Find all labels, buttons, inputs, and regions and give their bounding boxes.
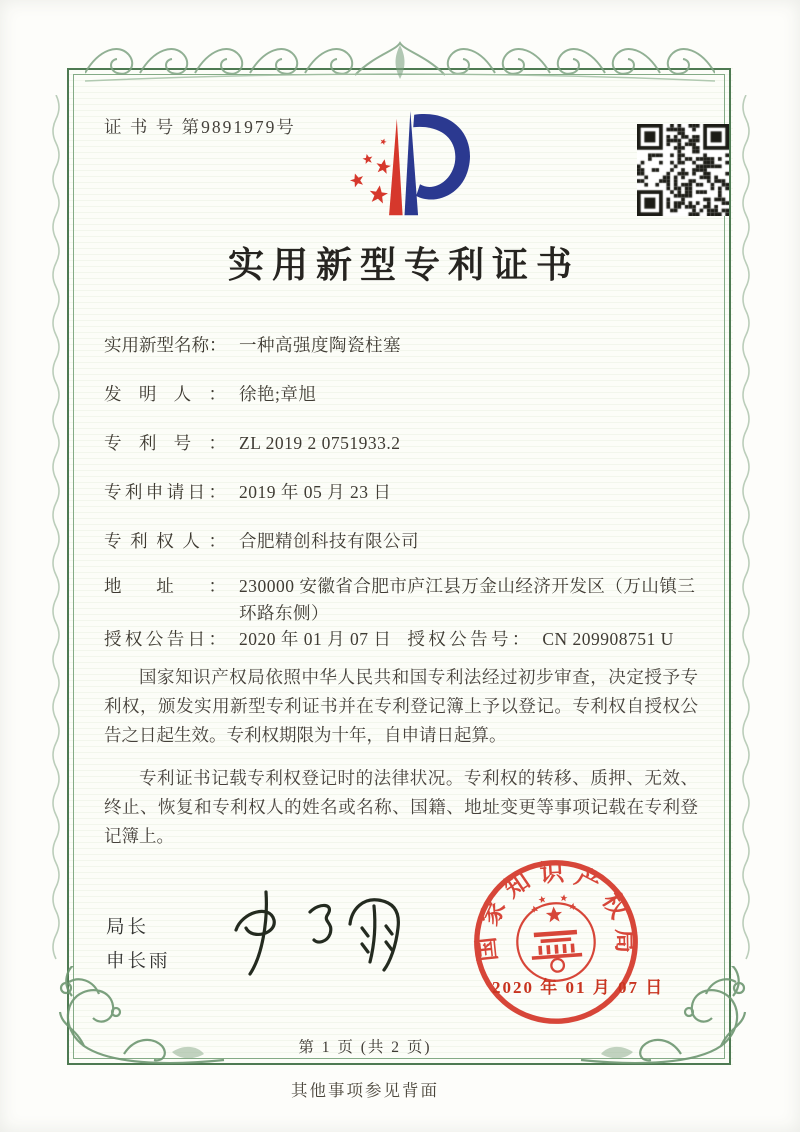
cnipa-logo-icon bbox=[333, 103, 478, 225]
field-value: 合肥精创科技有限公司 bbox=[239, 531, 419, 551]
field-value: 一种高强度陶瓷柱塞 bbox=[239, 335, 401, 355]
field-row-grant bbox=[104, 626, 674, 652]
field-label: 实用新型名称： bbox=[104, 335, 227, 355]
left-edge-ornament bbox=[51, 95, 61, 965]
legal-text bbox=[104, 663, 698, 865]
field-label: 专利权人： bbox=[104, 531, 226, 551]
official-seal-icon bbox=[460, 846, 652, 1038]
page-number: 第 1 页 (共 2 页) bbox=[298, 1039, 432, 1056]
field-label: 授权公告日： bbox=[104, 629, 226, 649]
field-row-filing-date bbox=[104, 479, 391, 505]
qr-code-canvas bbox=[637, 124, 729, 216]
director-title-label: 局长 bbox=[106, 916, 150, 937]
qr-code bbox=[637, 124, 729, 216]
field-label: 发明人： bbox=[104, 384, 226, 404]
field-value: CN 209908751 U bbox=[542, 629, 674, 649]
field-row-utility-model-name bbox=[104, 332, 401, 358]
back-side-note: 其他事项参见背面 bbox=[291, 1081, 439, 1100]
field-value: 2019 年 05 月 23 日 bbox=[239, 482, 392, 502]
field-row-patent-number bbox=[104, 430, 400, 456]
seal-date: 2020 年 01 月 07 日 bbox=[492, 978, 665, 997]
director-signature-icon bbox=[222, 878, 412, 983]
field-label: 地址： bbox=[104, 576, 226, 596]
right-edge-ornament bbox=[741, 95, 751, 965]
field-row-address bbox=[104, 573, 704, 627]
field-row-patentee bbox=[104, 528, 419, 554]
field-value: 2020 年 01 月 07 日 bbox=[239, 629, 392, 649]
field-label: 授权公告号： bbox=[407, 629, 530, 649]
field-value: 230000 安徽省合肥市庐江县万金山经济开发区（万山镇三环路东侧） bbox=[239, 576, 696, 623]
field-label: 专利号： bbox=[104, 433, 226, 453]
legal-paragraph-1: 国家知识产权局依照中华人民共和国专利法经过初步审查，决定授予专利权，颁发实用新型专利证书并在专利登记簿上予以登记。专利权自授权公告之日起生效。专利权期限为十年，自申请日起算。 bbox=[104, 667, 698, 745]
seal-text: 国家知识产权局 bbox=[472, 859, 639, 963]
national-emblem-icon bbox=[514, 892, 597, 983]
field-row-inventor bbox=[104, 381, 316, 407]
certificate-number: 证 书 号 第9891979号 bbox=[104, 117, 296, 137]
field-label: 专利申请日： bbox=[104, 482, 226, 502]
legal-paragraph-2: 专利证书记载专利权登记时的法律状况。专利权的转移、质押、无效、终止、恢复和专利权人的姓名或名称、国籍、地址变更等事项记载在专利登记簿上。 bbox=[104, 768, 698, 846]
certificate-title: 实用新型专利证书 bbox=[227, 245, 580, 285]
field-value: 徐艳;章旭 bbox=[239, 384, 317, 404]
field-value: ZL 2019 2 0751933.2 bbox=[239, 433, 401, 453]
director-name: 申长雨 bbox=[106, 950, 171, 971]
